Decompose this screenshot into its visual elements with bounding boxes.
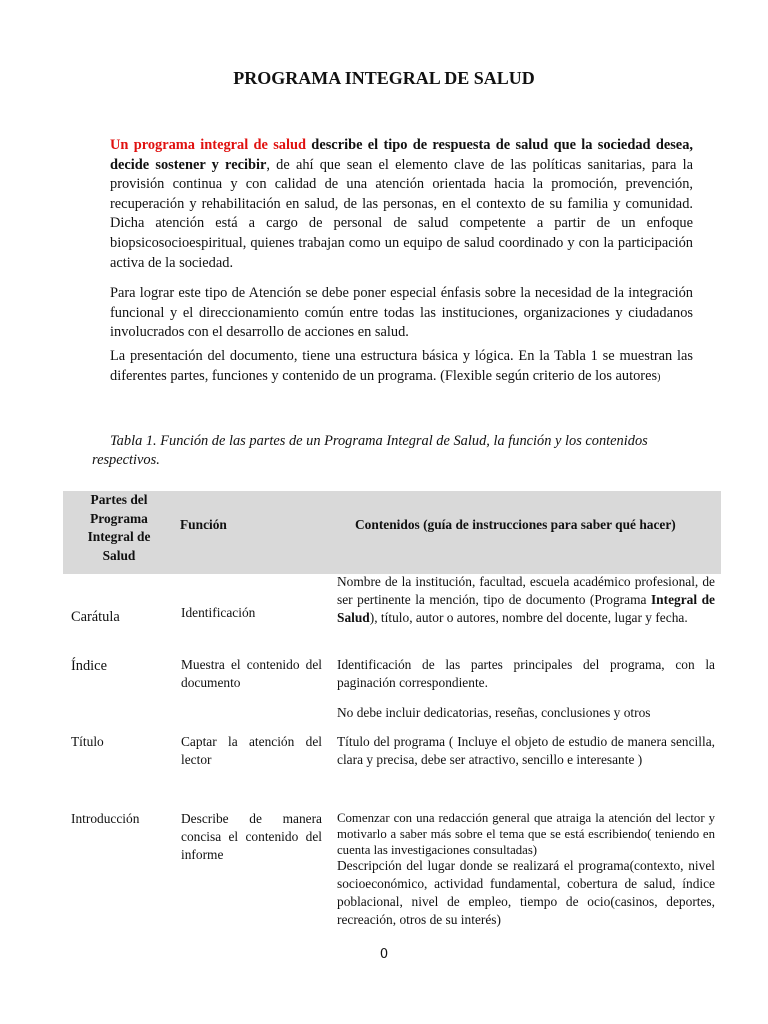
presentation-close: ): [657, 371, 661, 383]
row-titulo-function: Captar la atención del lector: [181, 734, 322, 767]
row-introduccion-content-a: Comenzar con una redacción general que atraiga la atención del lector y motivarlo a saber más sobre el tema que se está escribiendo( teniendo en cuenta las investigaciones consultadas): [337, 811, 715, 857]
paragraph-attention: Para lograr este tipo de Atención se debe poner especial énfasis sobre la necesidad de la integración funcional y el direccionamiento común entre todas las instituciones, organizaciones y ciudadanos involucrados con el desarrollo de acciones en salud.: [110, 285, 693, 341]
page-number: 0: [379, 947, 389, 962]
row-indice-note: No debe incluir dedicatorias, reseñas, conclusiones y otros: [337, 705, 651, 720]
caratula-content-bold: Integral de Salud: [337, 592, 715, 625]
table-caption: Tabla 1. Función de las partes de un Programa Integral de Salud, la función y los contenidos respectivos.: [92, 433, 648, 468]
presentation-text: La presentación del documento, tiene una estructura básica y lógica. En la Tabla 1 se muestran las diferentes partes, funciones y contenido de un programa. (Flexible según criterio de los autores: [110, 348, 693, 384]
row-titulo-content: Título del programa ( Incluye el objeto de estudio de manera sencilla, clara y precisa, debe ser atractivo, sencillo e interesante ): [337, 734, 715, 767]
row-caratula-function: Identificación: [181, 605, 256, 620]
row-caratula-part: Carátula: [71, 609, 120, 625]
header-function: Función: [180, 517, 227, 532]
intro-highlight: Un programa integral de salud: [110, 137, 307, 153]
row-titulo-part: Título: [71, 734, 104, 749]
caratula-content-a: Nombre de la institución, facultad, escuela académico profesional, de ser pertinente la mención, tipo de documento (Programa: [337, 574, 715, 607]
row-indice-function: Muestra el contenido del documento: [181, 657, 322, 690]
row-indice-content: Identificación de las partes principales del programa, con la paginación correspondiente.: [337, 657, 715, 690]
intro-bold: describe el tipo de respuesta de salud que la sociedad desea, decide sostener y recibir: [110, 137, 693, 173]
paragraph-presentation: [110, 347, 693, 387]
row-indice-part: Índice: [71, 658, 107, 674]
row-introduccion-function: Describe de manera concisa el contenido del informe: [181, 811, 322, 862]
intro-rest: , de ahí que sean el elemento clave de las políticas sanitarias, para la provisión continua y con calidad de una atención orientada hacia la promoción, prevención, recuperación y rehabilitación en salud, de las personas, en el contexto de su familia y comunidad. Dicha atención está a cargo de personal de salud competente a partir de un enfoque biopsicosocioespiritual, quienes trabajan como un equipo de salud coordinado y con la participación activa de la sociedad.: [110, 156, 693, 271]
intro-paragraph: [110, 136, 693, 273]
page-title: PROGRAMA INTEGRAL DE SALUD: [233, 68, 535, 88]
row-introduccion-content-b: Descripción del lugar donde se realizará el programa(contexto, nivel socioeconómico, actividad fundamental, cobertura de salud, índice poblacional, nivel de empleo, tiempo de ocio(casinos, deportes, recreación, otros de su interés): [337, 858, 715, 927]
header-contents: Contenidos (guía de instrucciones para saber qué hacer): [355, 517, 676, 532]
row-caratula-content: [337, 573, 715, 627]
header-parts: Partes del Programa Integral de Salud: [87, 492, 151, 563]
row-introduccion-part: Introducción: [71, 811, 140, 826]
table-header: [63, 491, 721, 574]
caratula-content-b: ), título, autor o autores, nombre del docente, lugar y fecha.: [369, 610, 688, 625]
